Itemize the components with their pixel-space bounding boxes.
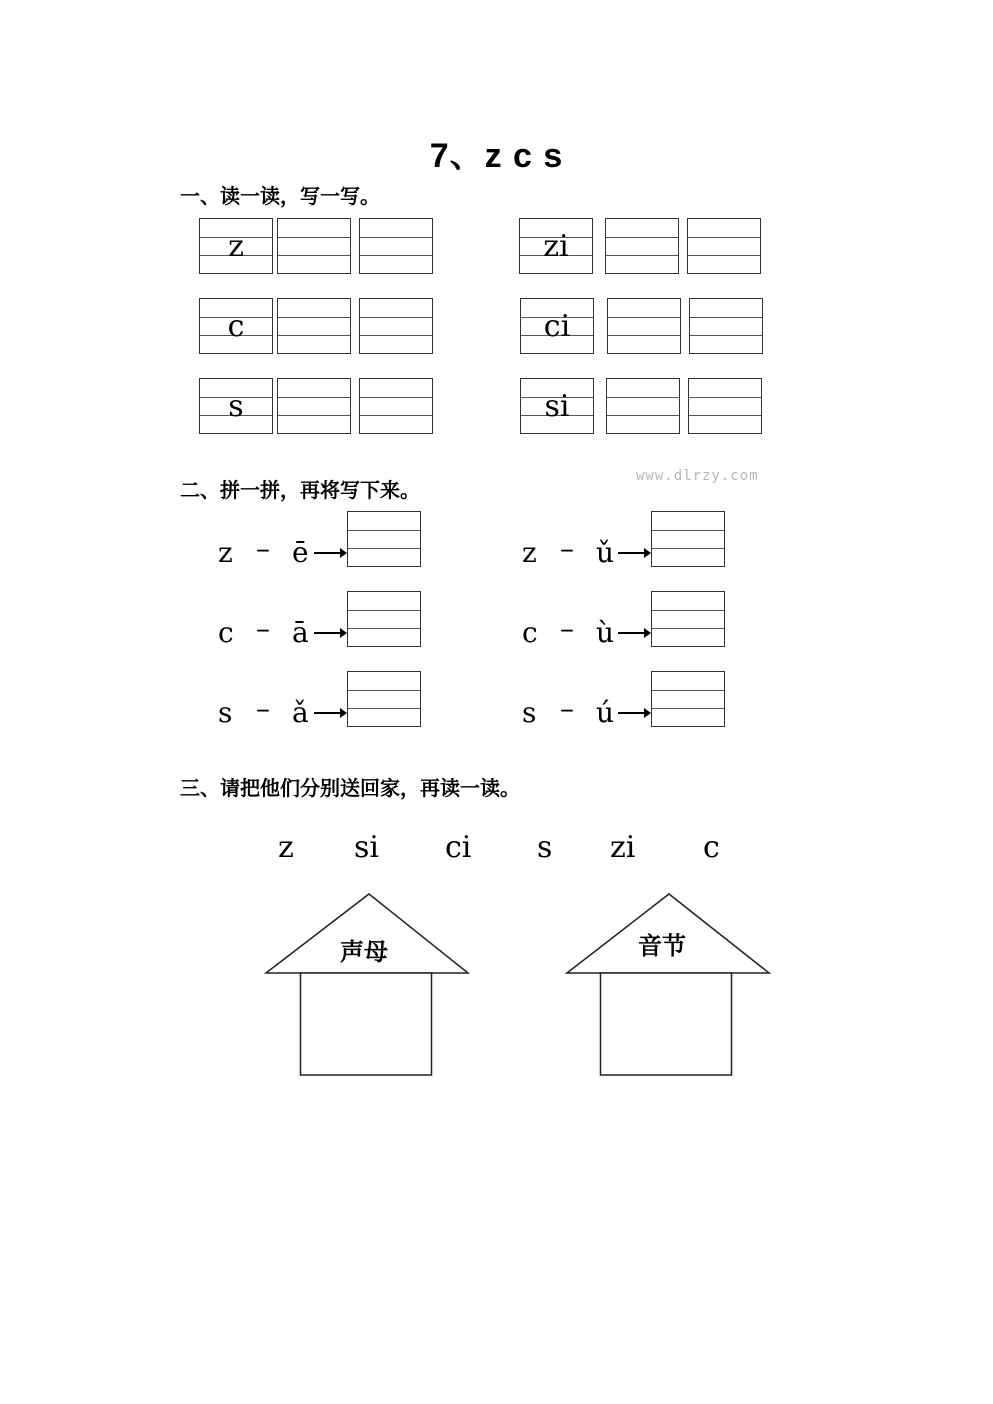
final: ē [292,536,309,569]
final: ù [596,616,615,649]
arrow-icon [616,545,652,561]
writing-box [520,298,594,354]
arrow-icon [312,625,348,641]
initial: s [218,696,233,729]
writing-box[interactable] [687,218,761,274]
syllable-item[interactable]: s [537,830,553,865]
arrow-icon [312,705,348,721]
writing-box [520,378,594,434]
answer-box[interactable] [651,511,725,567]
example-letter: c [227,309,245,344]
dash: – [256,532,270,565]
final: ā [292,616,309,649]
example-syllable: ci [543,309,571,344]
watermark: www.dlrzy.com [636,468,759,484]
section-1-heading: 一、读一读，写一写。 [180,184,380,208]
page-title: 7、z c s [429,137,564,175]
initial: s [522,696,537,729]
answer-box[interactable] [347,511,421,567]
arrow-icon [616,705,652,721]
initial: z [522,536,537,569]
initial: c [218,616,234,649]
example-syllable: zi [543,229,569,264]
dash: – [560,532,574,565]
dash: – [560,692,574,725]
syllable-item[interactable]: c [703,830,720,865]
dash: – [256,692,270,725]
syllable-item[interactable]: si [354,830,379,865]
syllable-item[interactable]: zi [610,830,636,865]
writing-box[interactable] [359,378,433,434]
house-syllables[interactable] [563,890,773,1080]
arrow-icon [616,625,652,641]
dash: – [256,612,270,645]
initial: c [522,616,538,649]
writing-box[interactable] [605,218,679,274]
section-3-heading: 三、请把他们分别送回家，再读一读。 [180,776,520,800]
writing-box[interactable] [277,298,351,354]
section-2-heading: 二、拼一拼，再将写下来。 [180,478,420,502]
house-label: 声母 [340,938,388,966]
writing-box [199,218,273,274]
writing-box [199,298,273,354]
answer-box[interactable] [347,591,421,647]
final: ǔ [596,536,615,569]
arrow-icon [312,545,348,561]
answer-box[interactable] [651,591,725,647]
syllable-item[interactable]: z [278,830,294,865]
final: ú [596,696,615,729]
example-letter: z [228,229,244,264]
writing-box[interactable] [359,218,433,274]
writing-box[interactable] [277,218,351,274]
example-letter: s [228,389,244,424]
writing-box[interactable] [688,378,762,434]
initial: z [218,536,233,569]
house-initials[interactable] [262,890,472,1080]
dash: – [560,612,574,645]
answer-box[interactable] [347,671,421,727]
writing-box [199,378,273,434]
writing-box[interactable] [689,298,763,354]
house-label: 音节 [638,932,686,960]
final: ǎ [292,696,309,729]
writing-box [519,218,593,274]
writing-box[interactable] [606,378,680,434]
writing-box[interactable] [277,378,351,434]
syllable-item[interactable]: ci [445,830,472,865]
example-syllable: si [544,389,570,424]
writing-box[interactable] [359,298,433,354]
answer-box[interactable] [651,671,725,727]
writing-box[interactable] [607,298,681,354]
